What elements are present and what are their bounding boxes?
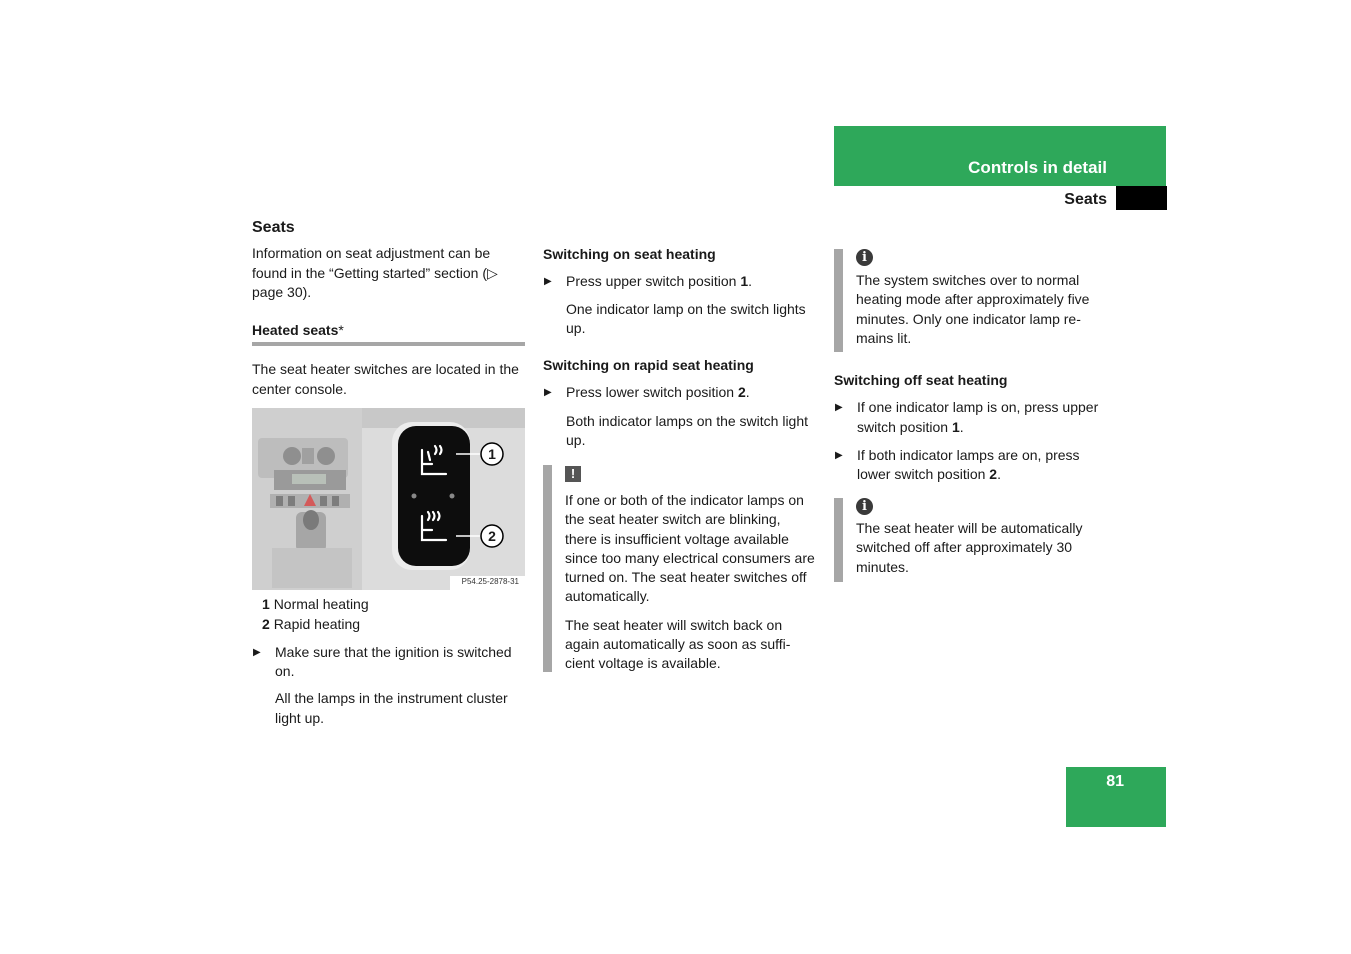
bullet-icon: ▶ [544, 387, 552, 399]
info-icon: i [856, 249, 873, 266]
period: . [745, 384, 750, 401]
section-title: Controls in detail [968, 158, 1107, 177]
figure-code: P54.25-2878-31 [461, 577, 519, 587]
info-text: The system switches over to normal heating mode after approximately five minutes. Only one indicator lamp re-mains lit. [856, 272, 1090, 346]
warning-icon: ! [565, 466, 581, 482]
warning-text: If one or both of the indicator lamps on the seat heater switch are blinking, there is insufficient voltage available since too many electrical consumers are turned on. The seat heater switches off automatically. [565, 492, 815, 605]
legend-num: 1 [262, 596, 270, 613]
step-number: 2 [989, 466, 998, 483]
heading-rapid-heating: Switching on rapid seat heating [543, 357, 754, 374]
step-press-lower [543, 383, 818, 402]
heading-seats: Seats [252, 219, 295, 236]
step-number: 2 [737, 384, 746, 401]
step-ignition [252, 643, 527, 682]
heading-switching-off: Switching off seat heating [834, 372, 1008, 388]
intro-text: Information on seat adjustment can be found in the “Getting started” section (▷ page 30). [252, 245, 498, 300]
legend-label: Normal heating [273, 596, 369, 613]
step-off-upper [834, 398, 1109, 437]
legend-num: 2 [262, 616, 270, 633]
legend-label: Rapid heating [273, 616, 361, 633]
legend [252, 595, 527, 635]
option-asterisk: * [338, 322, 344, 339]
heated-seats-label: Heated seats [252, 322, 339, 339]
legend-item [262, 615, 527, 634]
period: . [959, 418, 964, 435]
location-text: The seat heater switches are located in the center console. [252, 361, 519, 397]
info-note-1 [834, 249, 1106, 352]
info-text: The seat heater will be automatically switched off after approximately 30 minutes. [856, 520, 1083, 575]
callout-2: 2 [488, 528, 496, 545]
warning-text-2: The seat heater will switch back on again automatically as soon as suffi-cient voltage is available. [565, 616, 791, 672]
callout-1: 1 [488, 446, 496, 463]
step-number: 1 [951, 418, 960, 435]
seat-heater-figure [252, 408, 525, 590]
info-icon: i [856, 498, 873, 515]
column-2 [543, 245, 818, 450]
heading-heated-seats [252, 321, 527, 340]
warning-note [543, 465, 815, 672]
step-result: Both indicator lamps on the switch light up. [566, 412, 809, 449]
period: . [748, 273, 752, 290]
step-result: One indicator lamp on the switch lights up. [566, 300, 806, 336]
step-text: If one indicator lamp is on, press upper switch position [857, 399, 1099, 435]
center-console-photo [252, 408, 525, 590]
bullet-icon: ▶ [835, 449, 843, 461]
step-number: 1 [740, 273, 749, 290]
info-note-2 [834, 498, 1106, 582]
step-text: Make sure that the ignition is switched on. [275, 643, 512, 679]
section-subtitle: Seats [1064, 191, 1107, 208]
bullet-icon: ▶ [835, 402, 843, 414]
step-result: All the lamps in the instrument cluster light up. [275, 690, 508, 726]
step-text: If both indicator lamps are on, press lower switch position [857, 446, 1080, 483]
step-text: Press upper switch position [566, 273, 741, 290]
bullet-icon: ▶ [544, 276, 552, 288]
legend-item [262, 595, 527, 614]
column-1 [252, 218, 527, 728]
bullet-icon: ▶ [253, 646, 261, 658]
column-3 [834, 371, 1109, 484]
step-text: Press lower switch position [566, 384, 738, 401]
heading-rule [252, 342, 525, 346]
step-press-upper [543, 272, 818, 291]
page-number: 81 [1106, 773, 1124, 790]
step-off-lower [834, 446, 1109, 485]
heading-switching-on: Switching on seat heating [543, 246, 716, 262]
header-black-tab [1116, 186, 1167, 210]
period: . [997, 466, 1001, 483]
